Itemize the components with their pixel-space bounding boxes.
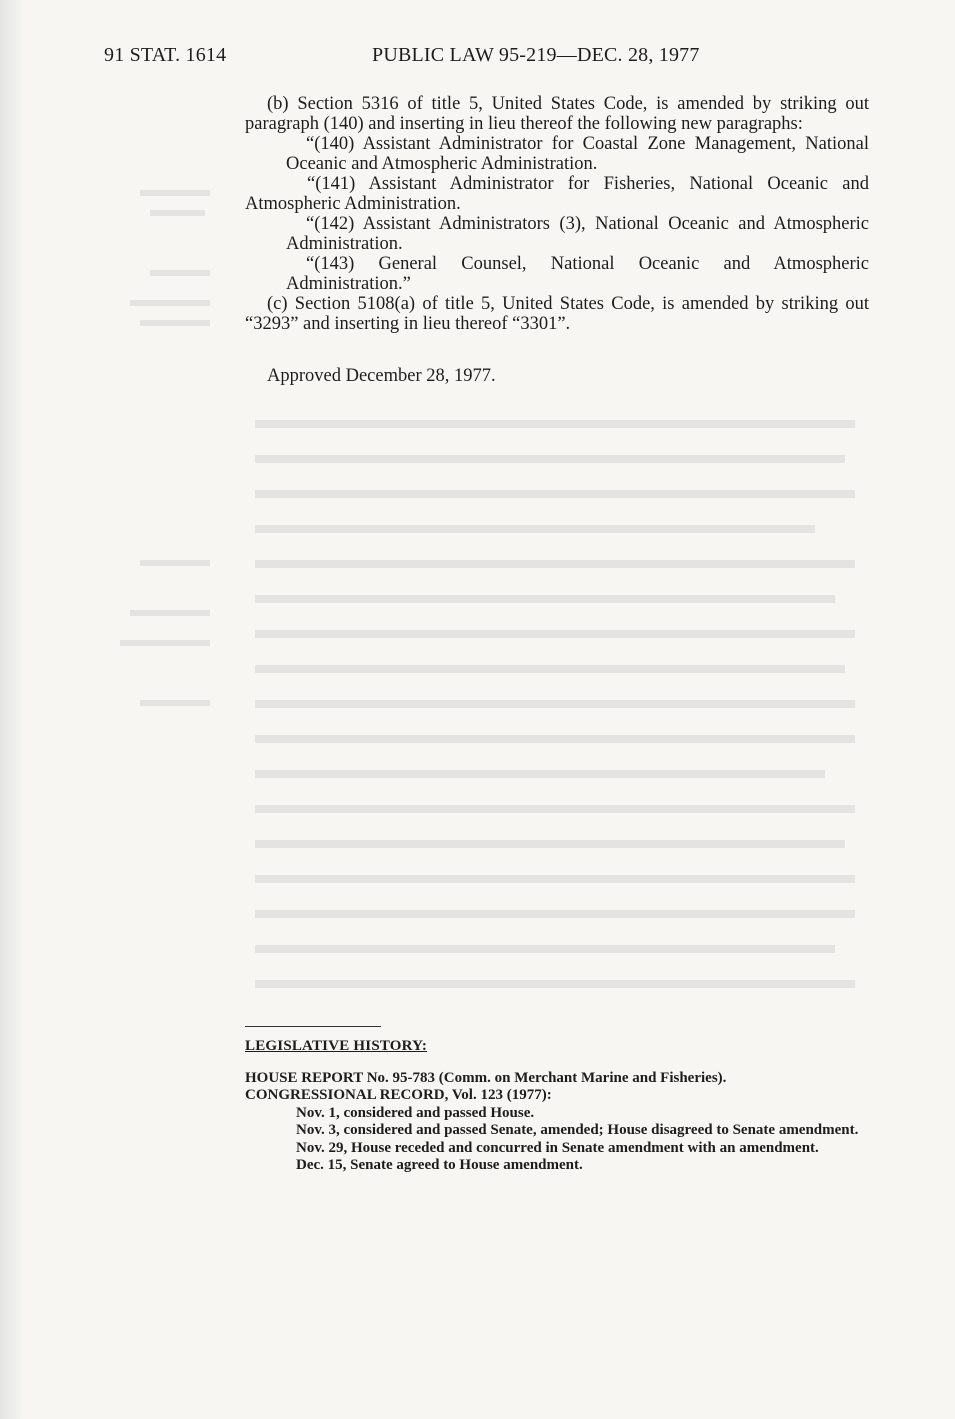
law-title: PUBLIC LAW 95-219—DEC. 28, 1977 [372,44,700,66]
approval-date: Approved December 28, 1977. [267,366,496,386]
paragraph-143: “(143) General Counsel, National Oceanic and Atmospheric Administration.” [286,254,869,294]
history-entry: Nov. 29, House receded and concurred in Senate amendment with an amendment. [296,1139,819,1156]
congressional-record: CONGRESSIONAL RECORD, Vol. 123 (1977): [245,1087,552,1103]
house-report: HOUSE REPORT No. 95-783 (Comm. on Merchant Marine and Fisheries). [245,1069,727,1086]
history-entry: Nov. 1, considered and passed House. [296,1104,535,1121]
history-entry: Dec. 15, Senate agreed to House amendment. [296,1157,583,1173]
paragraph-140: “(140) Assistant Administrator for Coastal Zone Management, National Oceanic and Atmospheric Administration. [286,134,869,174]
history-entry: Nov. 3, considered and passed Senate, amended; House disagreed to Senate amendment. [296,1122,859,1138]
statute-reference: 91 STAT. 1614 [104,44,227,66]
main-text [245,94,869,386]
page-header [104,44,744,74]
paragraph-142: “(142) Assistant Administrators (3), National Oceanic and Atmospheric Administration. [286,214,869,254]
paragraph-141: “(141) Assistant Administrator for Fisheries, National Oceanic and Atmospheric Administration. [245,174,869,214]
legislative-history [245,1038,865,1175]
section-b-paragraph: (b) Section 5316 of title 5, United States Code, is amended by striking out paragraph (140) and inserting in lieu thereof the following new paragraphs: [245,94,869,134]
scan-edge [0,0,22,1419]
section-c-paragraph: (c) Section 5108(a) of title 5, United States Code, is amended by striking out “3293” and inserting in lieu thereof “3301”. [245,294,869,334]
section-divider [245,1026,381,1027]
legislative-history-heading: LEGISLATIVE HISTORY: [245,1038,428,1054]
